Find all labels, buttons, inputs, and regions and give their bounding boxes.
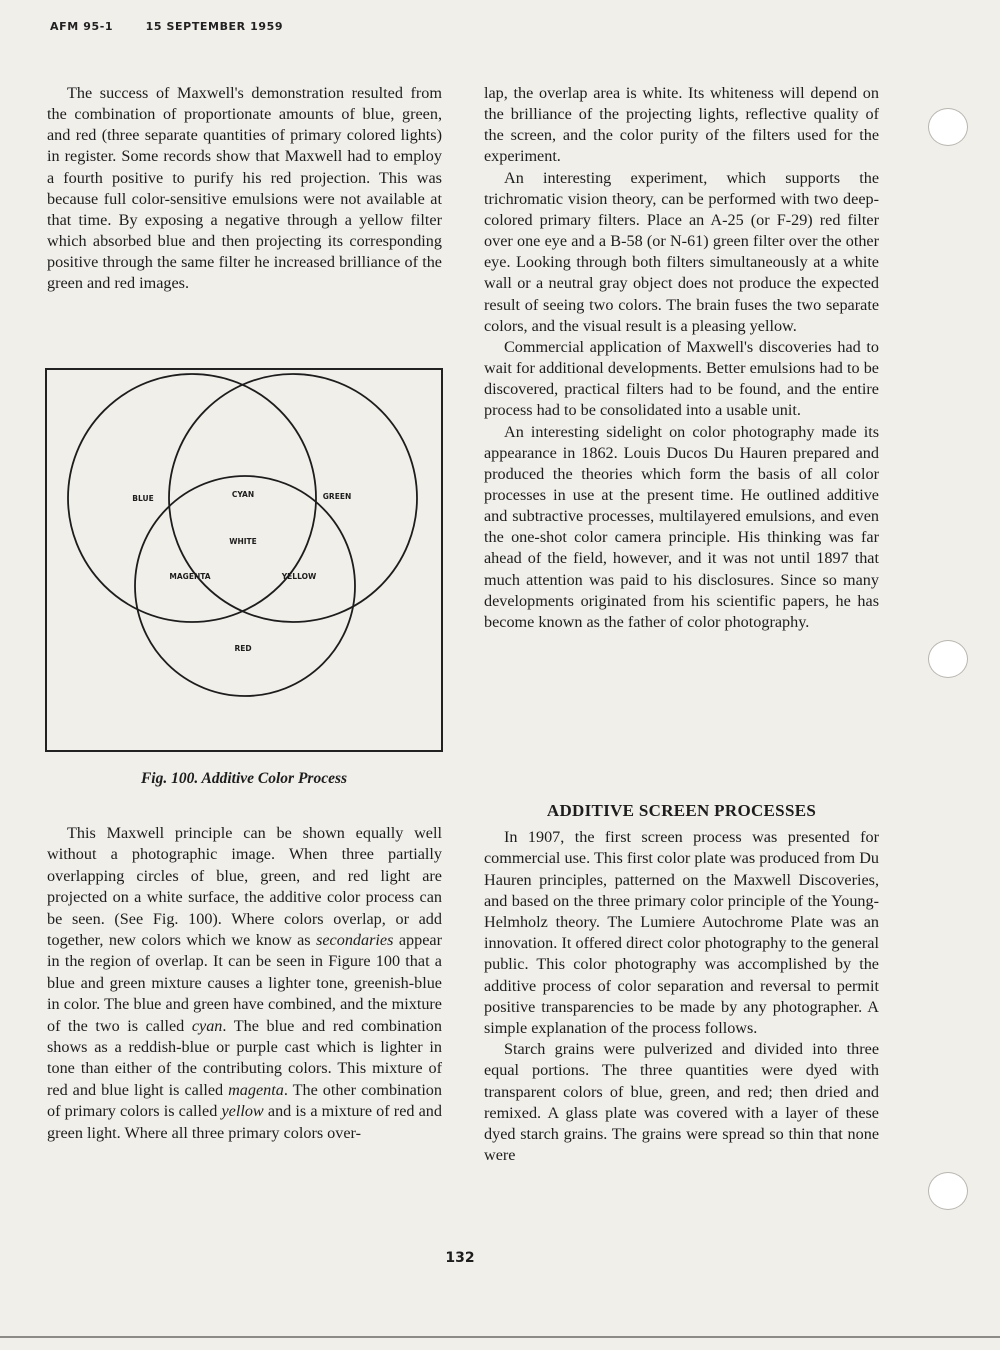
paragraph-screen-process: In 1907, the first screen process was presented for commercial use. This first color plate was produced from Du Hauren principles, patterned on the Maxwell Discoveries, and based on the three primary color principle of the Young-Helmholz theory. The Lumiere Autochrome Plate was an innovation. It offered direct color photography to the general public. This color photography was accomplished by the additive process of color separation and reversal to permit positive transparencies to be made by any photographer. A simple explanation of the process follows. bbox=[484, 828, 879, 1038]
additive-color-figure bbox=[45, 368, 443, 752]
page-header bbox=[50, 20, 311, 33]
text-run: and is a mixture of red and green light. Where all three primary colors over- bbox=[47, 1102, 442, 1142]
paragraph-commercial-application: Commercial application of Maxwell's discoveries had to wait for additional developments. Better emulsions had to be discovered, practical filters had to be found, and the entire process had to be consolidated into a usable unit. bbox=[484, 337, 879, 420]
label-red: RED bbox=[234, 644, 252, 653]
paragraph-overlap-white: lap, the overlap area is white. Its whiteness will depend on the brilliance of the projecting lights, reflective quality of the screen, and the color purity of the filters used for the experiment. bbox=[484, 84, 879, 166]
red-circle bbox=[135, 476, 355, 696]
left-column-top bbox=[47, 83, 442, 295]
text-run: . The blue and red combination shows as a reddish-blue or purple cast which is lighter in tone than either of the contributing colors. This mixture of red and blue light is called bbox=[47, 1016, 442, 1099]
paragraph-maxwell-principle bbox=[47, 823, 442, 1144]
label-blue: BLUE bbox=[132, 494, 154, 503]
right-column-top bbox=[484, 83, 879, 633]
text-run: . The other combination of primary colors is called bbox=[47, 1080, 442, 1121]
green-circle bbox=[169, 374, 417, 622]
header-date: 15 SEPTEMBER 1959 bbox=[145, 20, 284, 33]
left-column-bottom bbox=[47, 823, 442, 1144]
term-cyan: cyan bbox=[191, 1016, 223, 1035]
term-secondaries: secondaries bbox=[316, 931, 394, 950]
page-number: 132 bbox=[445, 1250, 475, 1266]
blue-circle bbox=[68, 374, 316, 622]
label-green: GREEN bbox=[322, 492, 352, 501]
paragraph-du-hauren: An interesting sidelight on color photography made its appearance in 1862. Louis Ducos Du Hauren prepared and produced the theories which form the basis of all color processes in use at the present time. He outlined additive and subtractive processes, multilayered emulsions, and even the one-shot color camera principle. His thinking was far ahead of the field, however, and it was not until 1897 that much attention was paid to his disclosures. Since so many developments originated from his scientific papers, he has become known as the father of color photography. bbox=[484, 422, 879, 631]
paragraph-starch-grains: Starch grains were pulverized and divided into three equal portions. The three quantities were dyed with transparent colors of blue, green, and red; then dried and remixed. A glass plate was covered with a layer of these dyed starch grains. The grains were spread so thin that none were bbox=[484, 1040, 879, 1165]
punch-hole-top bbox=[928, 108, 968, 146]
label-yellow: YELLOW bbox=[281, 572, 317, 581]
text-run: appear in the region of overlap. It can be seen in Figure 100 that a blue and green mixture causes a lighter tone, greenish-blue in color. The blue and green have combined, and the mixture of the two is called bbox=[47, 931, 442, 1035]
section-heading: ADDITIVE SCREEN PROCESSES bbox=[546, 801, 817, 820]
label-cyan: CYAN bbox=[231, 490, 255, 499]
text-run: This Maxwell principle can be shown equally well without a photographic image. When three partially overlapping circles of blue, green, and red light are projected on a white surface, the additive color process can be seen. (See Fig. 100). Where colors overlap, or add together, new colors which we know as bbox=[47, 824, 442, 950]
label-white: WHITE bbox=[229, 537, 257, 546]
form-number: AFM 95-1 bbox=[50, 20, 114, 33]
punch-hole-bottom bbox=[928, 1172, 968, 1210]
term-magenta: magenta bbox=[228, 1080, 284, 1099]
label-magenta: MAGENTA bbox=[169, 572, 211, 581]
punch-hole-middle bbox=[928, 640, 968, 678]
venn-diagram bbox=[47, 370, 441, 750]
term-yellow: yellow bbox=[221, 1102, 264, 1121]
right-column-bottom bbox=[484, 800, 879, 1166]
figure-caption: Fig. 100. Additive Color Process bbox=[140, 770, 348, 787]
paragraph-maxwell-success: The success of Maxwell's demonstration resulted from the combination of proportionate amounts of blue, green, and red (three separate quantities of primary colored lights) in register. Some records show that Maxwell had to employ a fourth positive to purify his red projection. This was because full color-sensitive emulsions were not available at that time. By exposing a negative through a yellow filter which absorbed blue and then projecting its corresponding positive through the same filter he increased brilliance of the green and red images. bbox=[47, 84, 442, 293]
page-edge-rule bbox=[0, 1336, 1000, 1338]
paragraph-filter-experiment: An interesting experiment, which supports the trichromatic vision theory, can be performed with two deep-colored primary filters. Place an A-25 (or F-29) red filter over one eye and a B-58 (or N-61) green filter over the other eye. Looking through both filters simultaneously at a white wall or a neutral gray object does not produce the expected result of seeing two colors. The brain fuses the two separate colors, and the visual result is a pleasing yellow. bbox=[484, 168, 879, 335]
